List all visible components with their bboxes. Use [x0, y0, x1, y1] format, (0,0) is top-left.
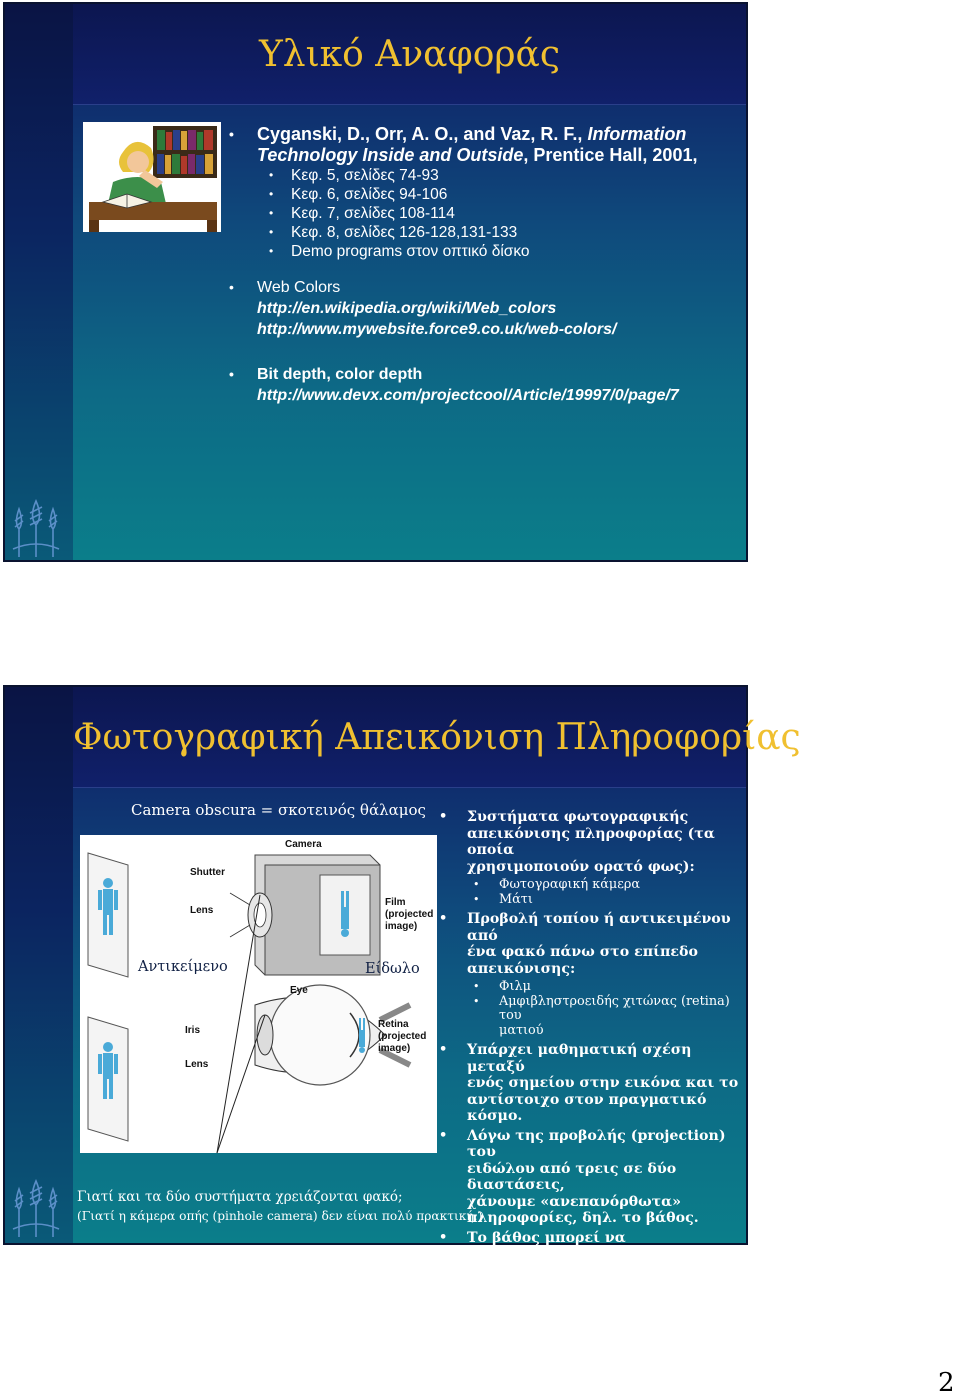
label-eye: Eye	[290, 985, 308, 996]
slide-photographic-imaging	[3, 685, 801, 1378]
title-band	[73, 687, 801, 788]
point-depth-loss: • Λόγω της προβολής (projection) του ειδώλου από τρεις σε δύο διαστάσεις, χάνουμε «ανεπανόρθωτα» πληροφορίες, δηλ. το βάθος.	[467, 1128, 751, 1227]
caption-question: Γιατί και τα δύο συστήματα χρειάζονται φακό;	[77, 1189, 403, 1205]
chapter-item: • Κεφ. 6, σελίδες 94-106	[291, 185, 731, 204]
chapter-item: • Κεφ. 5, σελίδες 74-93	[291, 166, 731, 185]
subpoint-film: • Φιλμ	[499, 980, 751, 995]
chapter-list	[291, 166, 731, 261]
subpoint-retina: • Αμφιβληστροειδής χιτώνας (retina) του ματιού	[499, 995, 751, 1039]
image-label: Είδωλο	[365, 961, 420, 977]
chapter-item: • Κεφ. 8, σελίδες 126-128,131-133	[291, 223, 731, 242]
object-label: Αντικείμενο	[138, 959, 228, 975]
label-lens-bottom: Lens	[185, 1059, 209, 1070]
label-retina-sub1: (projected	[378, 1031, 427, 1042]
point-math-relation: • Υπάρχει μαθηματική σχέση μεταξύ ενός σημείου στην εικόνα και το αντίστοιχο στον πραγματικό κόσμο.	[467, 1042, 751, 1125]
point-stereo-vision: • Το βάθος μπορεί να ανακατασκευαστεί (έως ένα σημείο) με δύο εικόνες, όπως αυτές που βλέπουν τα μάτια μας, δηλ. με στερεοσκοπική όραση (binocular or stereo vision).	[467, 1230, 751, 1379]
slide-title: Υλικό Αναφοράς	[258, 34, 561, 75]
imaging-points-list	[467, 809, 751, 1381]
subpoint-camera: • Φωτογραφική κάμερα	[499, 878, 751, 893]
slide-title: Φωτογραφική Απεικόνιση Πληροφορίας	[73, 717, 801, 758]
student-reading-clipart	[83, 122, 221, 232]
point-imaging-systems: • Συστήματα φωτογραφικής απεικόνισης πληροφορίας (τα οποία χρησιμοποιούν ορατό φως):	[467, 809, 751, 875]
bit-depth-ref	[257, 364, 737, 406]
web-colors-link-mywebsite[interactable]: http://www.mywebsite.force9.co.uk/web-colors/	[257, 321, 617, 338]
label-shutter: Shutter	[190, 867, 225, 878]
chapter-item: • Κεφ. 7, σελίδες 108-114	[291, 204, 731, 223]
bit-depth-link-devx[interactable]: http://www.devx.com/projectcool/Article/19997/0/page/7	[257, 387, 679, 404]
caption-pinhole-note: (Γιατί η κάμερα οπής (pinhole camera) δεν είναι πολύ πρακτική;)	[77, 1209, 483, 1223]
slide-side-band	[5, 687, 73, 1243]
point-projection: • Προβολή τοπίου ή αντικειμένου από ένα φακό πάνω στο επίπεδο απεικόνισης:	[467, 911, 751, 977]
label-iris: Iris	[185, 1025, 201, 1036]
web-colors-link-wikipedia[interactable]: http://en.wikipedia.org/wiki/Web_colors	[257, 300, 557, 317]
diagram-heading: Camera obscura = σκοτεινός θάλαμος	[131, 801, 426, 819]
label-film: Film	[385, 897, 406, 908]
label-film-sub2: image)	[385, 921, 418, 932]
reference-list	[257, 124, 727, 166]
label-lens-top: Lens	[190, 905, 214, 916]
label-camera: Camera	[285, 839, 322, 850]
bit-depth-label: • Bit depth, color depth	[257, 364, 737, 385]
camera-eye-diagram	[80, 835, 437, 1153]
chapter-item: • Demo programs στον οπτικό δίσκο	[291, 242, 731, 261]
university-logo-icon	[11, 1179, 61, 1239]
label-film-sub1: (projected	[385, 909, 434, 920]
page-number: 2	[938, 1368, 955, 1398]
slide-references	[3, 2, 748, 562]
subpoint-eye: • Μάτι	[499, 893, 751, 908]
web-colors-ref	[257, 277, 727, 340]
label-retina: Retina	[378, 1019, 409, 1030]
university-logo-icon	[11, 499, 61, 559]
slide-side-band	[5, 4, 73, 560]
camera-eye-drawing	[80, 835, 437, 1153]
label-retina-sub2: image)	[378, 1043, 411, 1054]
reference-book: • Cyganski, D., Orr, A. O., and Vaz, R. F., Information Technology Inside and Outside, Prentice Hall, 2001,	[257, 124, 727, 166]
web-colors-label: • Web Colors	[257, 277, 727, 298]
title-band	[73, 4, 746, 105]
